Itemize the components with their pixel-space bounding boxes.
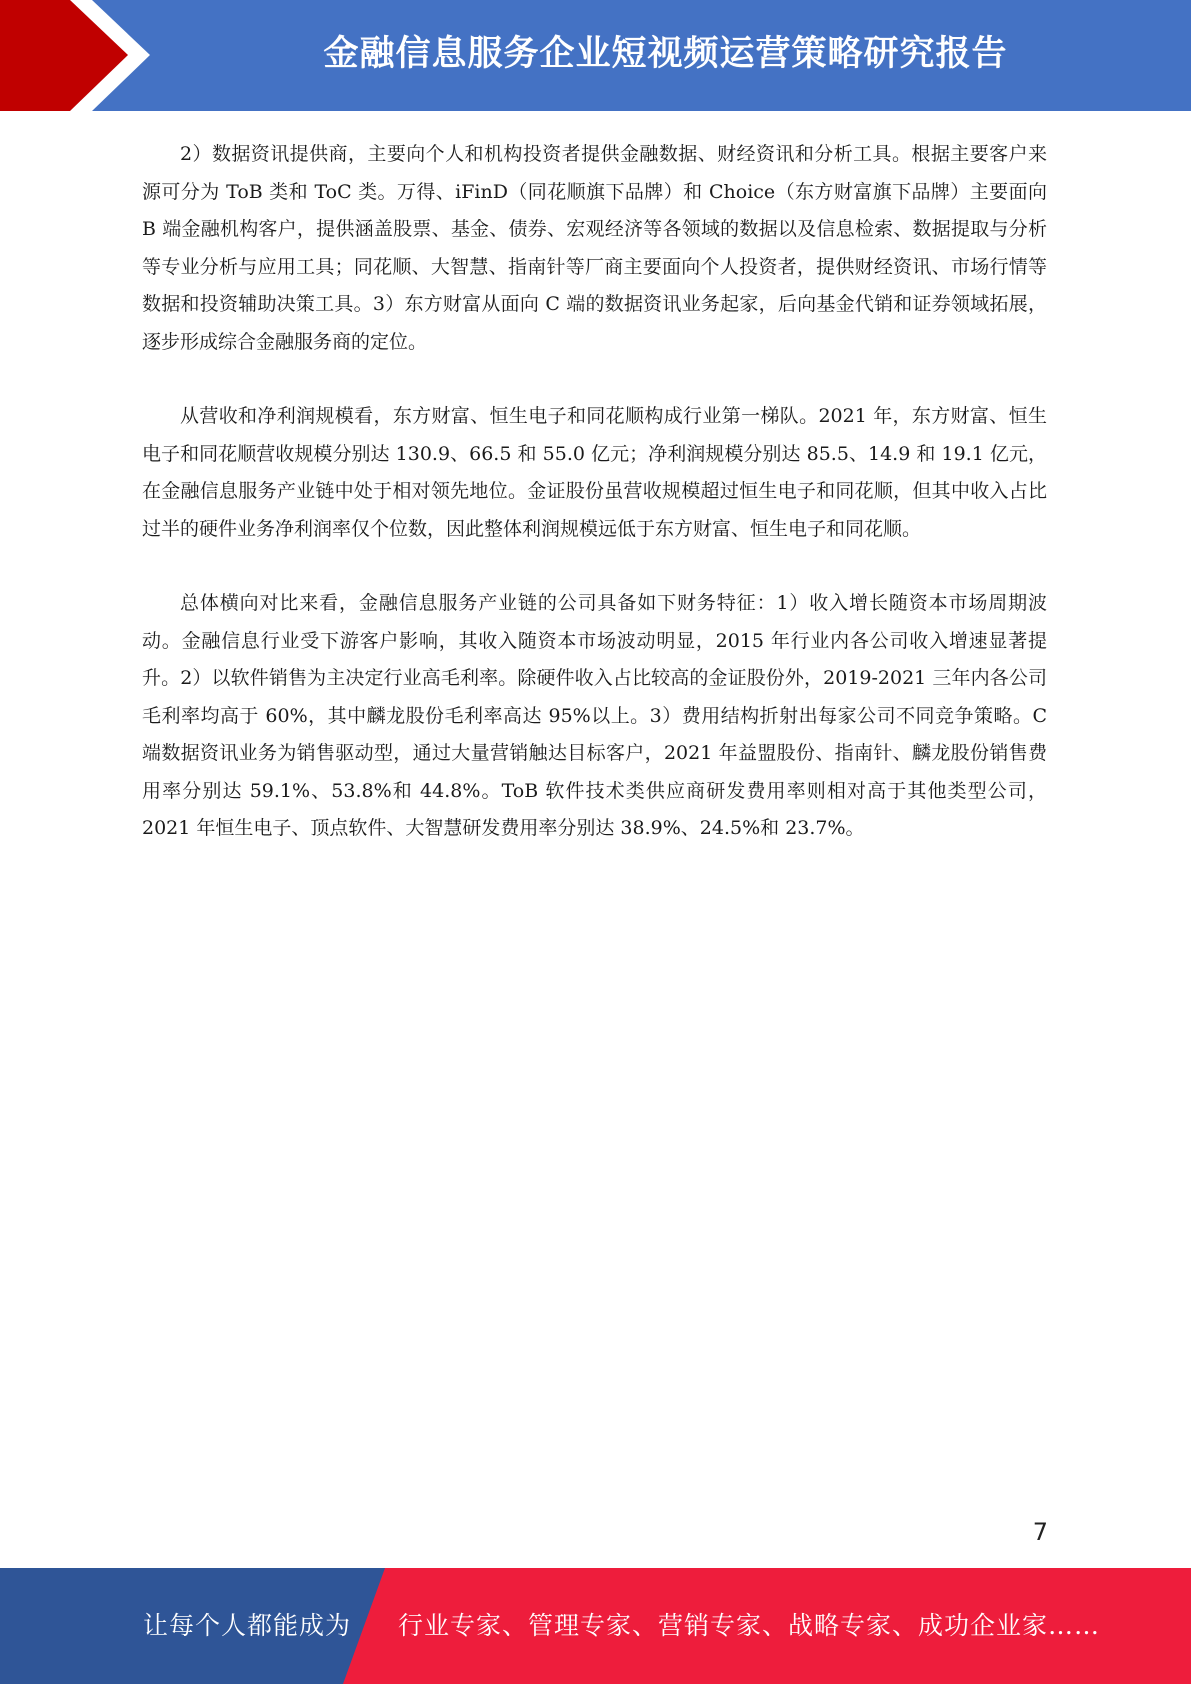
header-banner (0, 0, 1191, 111)
paragraph-data-providers: 2）数据资讯提供商，主要向个人和机构投资者提供金融数据、财经资讯和分析工具。根据主要客户来源可分为 ToB 类和 ToC 类。万得、iFinD（同花顺旗下品牌）和 Choice（东方财富旗下品牌）主要面向 B 端金融机构客户，提供涵盖股票、基金、债券、宏观经济等各领域的数据以及信息检索、数据提取与分析等专业分析与应用工具；同花顺、大智慧、指南针等厂商主要面向个人投资者，提供财经资讯、市场行情等数据和投资辅助决策工具。3）东方财富从面向 C 端的数据资讯业务起家，后向基金代销和证券领域拓展，逐步形成综合金融服务商的定位。 (142, 143, 1047, 353)
footer-banner (0, 1568, 1191, 1684)
footer-slogan-right: 行业专家、管理专家、营销专家、战略专家、成功企业家…… (398, 1611, 1101, 1640)
report-title: 金融信息服务企业短视频运营策略研究报告 (323, 34, 1008, 74)
chevron-arrow-icon (0, 0, 160, 111)
main-content (142, 136, 1047, 885)
page-number: 7 (1032, 1518, 1048, 1546)
footer-slogan-left: 让每个人都能成为 (143, 1611, 352, 1640)
paragraph-revenue-scale: 从营收和净利润规模看，东方财富、恒生电子和同花顺构成行业第一梯队。2021 年，东方财富、恒生电子和同花顺营收规模分别达 130.9、66.5 和 55.0 亿元；净利润规模分别达 85.5、14.9 和 19.1 亿元，在金融信息服务产业链中处于相对领先地位。金证股份虽营收规模超过恒生电子和同花顺，但其中收入占比过半的硬件业务净利润率仅个位数，因此整体利润规模远低于东方财富、恒生电子和同花顺。 (142, 405, 1047, 540)
paragraph-financial-features: 总体横向对比来看，金融信息服务产业链的公司具备如下财务特征：1）收入增长随资本市场周期波动。金融信息行业受下游客户影响，其收入随资本市场波动明显，2015 年行业内各公司收入增速显著提升。2）以软件销售为主决定行业高毛利率。除硬件收入占比较高的金证股份外，2019-2021 三年内各公司毛利率均高于 60%，其中麟龙股份毛利率高达 95%以上。3）费用结构折射出每家公司不同竞争策略。C 端数据资讯业务为销售驱动型，通过大量营销触达目标客户，2021 年益盟股份、指南针、麟龙股份销售费用率分别达 59.1%、53.8%和 44.8%。ToB 软件技术类供应商研发费用率则相对高于其他类型公司，2021 年恒生电子、顶点软件、大智慧研发费用率分别达 38.9%、24.5%和 23.7%。 (142, 592, 1047, 839)
